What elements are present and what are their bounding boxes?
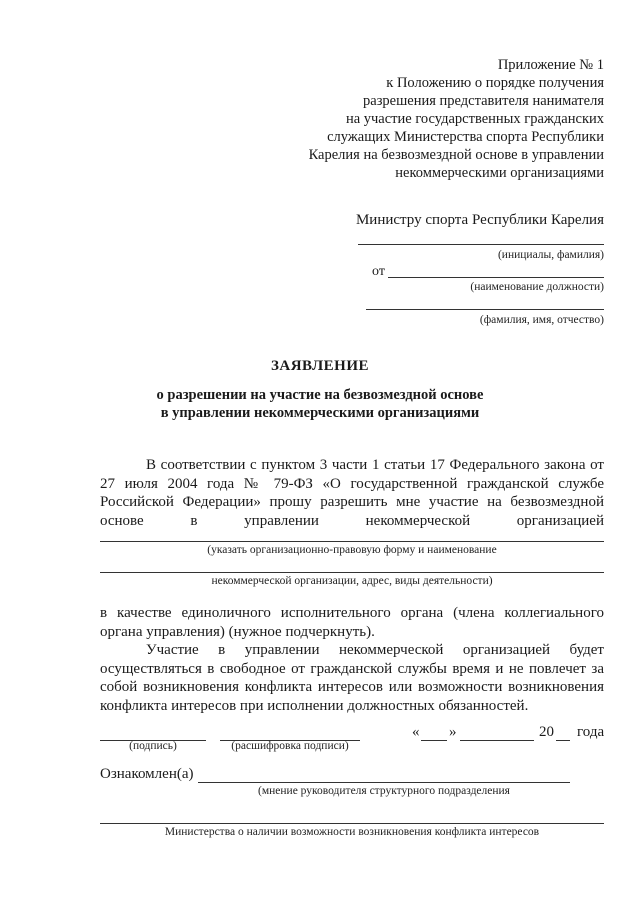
- org-line-1[interactable]: [100, 541, 604, 542]
- date-day-line[interactable]: [421, 740, 447, 741]
- addressee-to: Министру спорта Республики Карелия: [355, 212, 604, 228]
- from-label: от: [372, 264, 385, 279]
- initials-line[interactable]: [358, 244, 604, 245]
- date-open-quote: «: [412, 724, 420, 740]
- date-month-line[interactable]: [460, 740, 534, 741]
- appendix-block: [309, 56, 604, 182]
- fullname-line[interactable]: [366, 309, 604, 310]
- document-title: ЗАЯВЛЕНИЕ: [270, 358, 370, 374]
- position-line[interactable]: [388, 277, 604, 278]
- date-close-quote: »: [449, 724, 457, 740]
- appendix-line: некоммерческими организациями: [395, 165, 604, 181]
- appendix-line: Карелия на безвозмездной основе в управлении: [308, 147, 604, 163]
- caption-fullname: (фамилия, имя, отчество): [479, 314, 604, 326]
- year-suffix: года: [577, 724, 605, 740]
- acknowledge-line[interactable]: [198, 782, 570, 783]
- acknowledge-label: Ознакомлен(а): [100, 766, 194, 782]
- paragraph-request: В соответствии с пунктом 3 части 1 статьи 17 Федерального закона от 27 июля 2004 года № 79-ФЗ «О государственной гражданской службе Российской Федерации» прошу разрешить мне участие на безвозмездной основе в управлении некоммерческой организацией: [100, 457, 604, 529]
- subtitle-line: в управлении некоммерческими организациями: [160, 405, 480, 421]
- caption-signature: (подпись): [129, 740, 177, 752]
- caption-initials: (инициалы, фамилия): [497, 249, 604, 261]
- acknowledge-line-2[interactable]: [100, 823, 604, 824]
- appendix-line: служащих Министерства спорта Республики: [327, 129, 604, 145]
- subtitle-line: о разрешении на участие на безвозмездной основе: [156, 387, 484, 403]
- caption-acknowledge-2: Министерства о наличии возможности возникновения конфликта интересов: [164, 826, 540, 838]
- paragraph-conflict: Участие в управлении некоммерческой организацией будет осуществляться в свободное от гражданской службы время и не повлечет за собой возникновения конфликта интересов или возможности возникновения конфликта интересов при исполнении должностных обязанностей.: [100, 642, 604, 714]
- document-subtitle: [0, 386, 640, 422]
- caption-org-1: (указать организационно-правовую форму и наименование: [207, 544, 497, 556]
- appendix-line: разрешения представителя нанимателя: [363, 93, 604, 109]
- appendix-line: Приложение № 1: [497, 57, 604, 73]
- date-year-line[interactable]: [556, 740, 570, 741]
- paragraph-role: в качестве единоличного исполнительного органа (члена коллегиального органа управления) (нужное подчеркнуть).: [100, 605, 604, 640]
- year-prefix: 20: [539, 724, 554, 740]
- caption-acknowledge-1: (мнение руководителя структурного подразделения: [258, 785, 510, 797]
- appendix-line: к Положению о порядке получения: [386, 75, 604, 91]
- caption-org-2: некоммерческой организации, адрес, виды деятельности): [211, 575, 493, 587]
- caption-decode: (расшифровка подписи): [231, 740, 349, 752]
- caption-position: (наименование должности): [470, 281, 604, 293]
- org-line-2[interactable]: [100, 572, 604, 573]
- appendix-line: на участие государственных гражданских: [345, 111, 604, 127]
